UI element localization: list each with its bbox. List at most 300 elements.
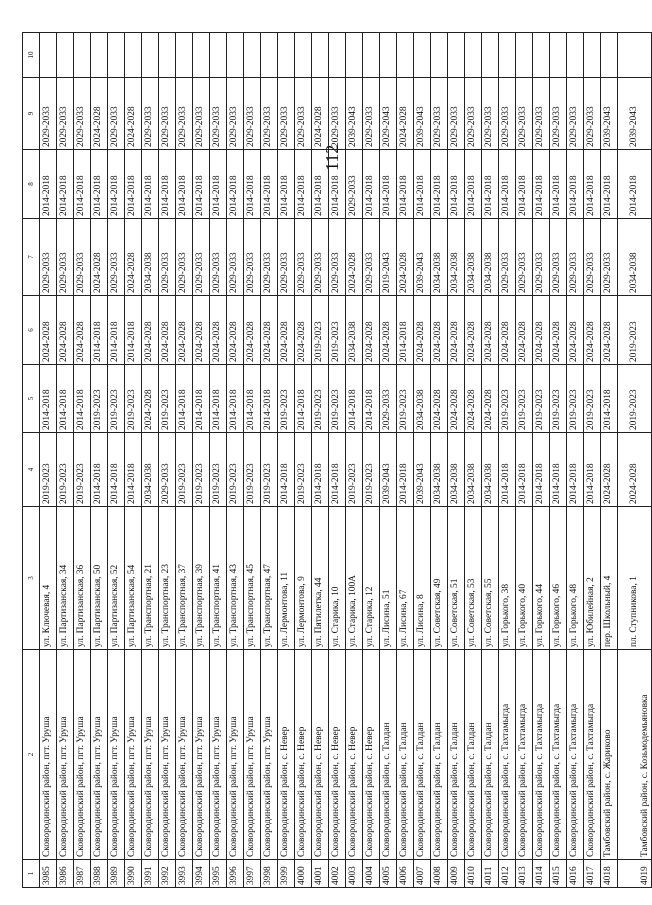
table-cell: ул. Юбилейная, 2: [584, 507, 601, 650]
table-cell: 2014-2018: [363, 150, 380, 219]
table-cell: 2029-2033: [431, 78, 448, 150]
table-cell: [125, 33, 142, 78]
table-cell: 2029-2033: [567, 78, 584, 150]
table-cell: Сковородинский район, с. Тахтамыгда: [550, 650, 567, 860]
table-cell: 2019-2023: [74, 433, 91, 507]
table-cell: 2024-2028: [414, 296, 431, 365]
table-cell: 2019-2023: [584, 365, 601, 433]
table-cell: 2024-2028: [516, 296, 533, 365]
table-cell: 2014-2018: [380, 150, 397, 219]
table-cell: ул. Транспортная, 41: [210, 507, 227, 650]
table-cell: 2014-2018: [295, 365, 312, 433]
table-cell: 2014-2018: [550, 150, 567, 219]
table-row: [261, 33, 278, 888]
table-cell: 2024-2028: [312, 78, 329, 150]
table-cell: 4010: [465, 860, 482, 888]
table-cell: 2024-2028: [176, 296, 193, 365]
table-cell: 2029-2033: [40, 78, 57, 150]
table-cell: 2034-2038: [142, 219, 159, 296]
table-cell: 2024-2028: [295, 296, 312, 365]
table-cell: 2024-2028: [397, 219, 414, 296]
table-cell: 2014-2018: [312, 433, 329, 507]
table-cell: 3998: [261, 860, 278, 888]
table-cell: 2034-2038: [431, 433, 448, 507]
table-cell: 2024-2028: [380, 296, 397, 365]
table-cell: 2024-2028: [346, 219, 363, 296]
table-cell: 2014-2018: [601, 365, 618, 433]
table-cell: 2029-2033: [584, 78, 601, 150]
table-cell: 2019-2023: [516, 365, 533, 433]
table-cell: 2014-2018: [499, 433, 516, 507]
table-cell: [465, 33, 482, 78]
table-cell: 2029-2033: [40, 219, 57, 296]
table-cell: 2029-2033: [482, 78, 499, 150]
table-cell: [329, 33, 346, 78]
table-cell: 2019-2023: [57, 433, 74, 507]
table-cell: 2034-2038: [431, 219, 448, 296]
table-cell: [278, 33, 295, 78]
table-cell: 4018: [601, 860, 618, 888]
table-cell: 2014-2018: [567, 150, 584, 219]
table-cell: Сковородинский район, с. Талдан: [431, 650, 448, 860]
table-cell: Сковородинский район, пгт. Уруша: [227, 650, 244, 860]
column-header: 7: [23, 219, 40, 296]
table-cell: 2034-2038: [482, 433, 499, 507]
table-row: [567, 33, 584, 888]
table-cell: 2014-2018: [176, 150, 193, 219]
table-cell: 2014-2018: [91, 150, 108, 219]
table-row: [278, 33, 295, 888]
table-cell: Сковородинский район, с. Тахтамыгда: [499, 650, 516, 860]
table-cell: ул. Лисина, 67: [397, 507, 414, 650]
table-row: [465, 33, 482, 888]
table-cell: 2014-2018: [108, 150, 125, 219]
table-cell: Сковородинский район, пгт. Уруша: [210, 650, 227, 860]
table-cell: [74, 33, 91, 78]
table-row: [346, 33, 363, 888]
table-cell: 4011: [482, 860, 499, 888]
table-cell: [414, 33, 431, 78]
table-cell: 2014-2018: [312, 150, 329, 219]
table-row: [380, 33, 397, 888]
table-cell: Сковородинский район, с. Тахтамыгда: [584, 650, 601, 860]
table-cell: 4005: [380, 860, 397, 888]
table-row: [227, 33, 244, 888]
table-cell: Тамбовский район, с. Козьмодемьяновка: [618, 650, 652, 860]
table-cell: 2014-2018: [176, 365, 193, 433]
table-cell: 2034-2038: [618, 219, 652, 296]
table-cell: 2014-2018: [40, 365, 57, 433]
table-cell: 2019-2023: [397, 365, 414, 433]
table-cell: Сковородинский район, пгт. Уруша: [125, 650, 142, 860]
table-cell: 2014-2018: [618, 150, 652, 219]
table-cell: 2019-2023: [550, 365, 567, 433]
table-row: [516, 33, 533, 888]
table-cell: Сковородинский район, с. Тахтамыгда: [533, 650, 550, 860]
table-row: [40, 33, 57, 888]
table-cell: [91, 33, 108, 78]
table-cell: 2014-2018: [278, 433, 295, 507]
table-cell: Сковородинский район, с. Невер: [312, 650, 329, 860]
table-cell: 3989: [108, 860, 125, 888]
table-cell: 4017: [584, 860, 601, 888]
table-cell: Сковородинский район, с. Невер: [346, 650, 363, 860]
table-cell: ул. Транспортная, 47: [261, 507, 278, 650]
table-cell: ул. Горького, 38: [499, 507, 516, 650]
table-cell: 4000: [295, 860, 312, 888]
table-cell: 2024-2028: [74, 296, 91, 365]
table-cell: 2029-2033: [261, 219, 278, 296]
table-cell: 2029-2033: [227, 78, 244, 150]
table-cell: 2029-2033: [261, 78, 278, 150]
table-cell: 2014-2018: [533, 433, 550, 507]
table-cell: 2019-2023: [329, 365, 346, 433]
table-cell: 2019-2023: [40, 433, 57, 507]
table-cell: 2029-2033: [193, 78, 210, 150]
table-cell: пер. Школьный, 4: [601, 507, 618, 650]
table-cell: 2029-2033: [193, 219, 210, 296]
column-header: 10: [23, 33, 40, 78]
table-cell: 3997: [244, 860, 261, 888]
table-cell: 2014-2018: [227, 150, 244, 219]
table-cell: 2024-2028: [91, 219, 108, 296]
table-cell: 2014-2018: [159, 150, 176, 219]
table-cell: Сковородинский район, с. Невер: [363, 650, 380, 860]
table-cell: 2014-2018: [363, 365, 380, 433]
table-row: [482, 33, 499, 888]
table-cell: 4006: [397, 860, 414, 888]
table-cell: [57, 33, 74, 78]
table-cell: 2019-2023: [244, 433, 261, 507]
table-cell: 2014-2018: [261, 365, 278, 433]
table-cell: 2039-2043: [601, 78, 618, 150]
table-cell: [295, 33, 312, 78]
table-cell: Сковородинский район, пгт. Уруша: [57, 650, 74, 860]
table-row: [159, 33, 176, 888]
table-cell: 2019-2023: [159, 365, 176, 433]
table-cell: 2029-2033: [346, 150, 363, 219]
table-cell: 2024-2028: [499, 296, 516, 365]
table-cell: 2024-2028: [125, 78, 142, 150]
table-cell: Сковородинский район, с. Талдан: [482, 650, 499, 860]
table-cell: Сковородинский район, пгт. Уруша: [176, 650, 193, 860]
table-cell: [482, 33, 499, 78]
table-cell: 2029-2033: [295, 78, 312, 150]
table-cell: 4008: [431, 860, 448, 888]
table-cell: Сковородинский район, пгт. Уруша: [244, 650, 261, 860]
table-cell: 2014-2018: [125, 296, 142, 365]
table-cell: 2014-2018: [125, 150, 142, 219]
table-cell: Сковородинский район, с. Невер: [295, 650, 312, 860]
table-cell: 2024-2028: [601, 296, 618, 365]
table-row: [125, 33, 142, 888]
table-cell: 2034-2038: [465, 433, 482, 507]
table-cell: 2019-2023: [176, 433, 193, 507]
table-cell: 2029-2033: [108, 219, 125, 296]
table-cell: 2024-2028: [261, 296, 278, 365]
table-cell: [397, 33, 414, 78]
table-row: [414, 33, 431, 888]
table-cell: 2029-2033: [159, 78, 176, 150]
table-cell: 2034-2038: [448, 433, 465, 507]
table-cell: 2029-2043: [380, 78, 397, 150]
table-cell: ул. Транспортная, 43: [227, 507, 244, 650]
table-cell: 4013: [516, 860, 533, 888]
table-cell: 2014-2018: [499, 150, 516, 219]
table-cell: 2014-2018: [244, 150, 261, 219]
table-cell: 2024-2028: [40, 296, 57, 365]
table-cell: 2014-2018: [516, 433, 533, 507]
table-cell: 2029-2033: [108, 78, 125, 150]
table-cell: 2014-2018: [448, 150, 465, 219]
table-cell: 2034-2038: [346, 296, 363, 365]
table-row: [193, 33, 210, 888]
table-cell: [431, 33, 448, 78]
table-cell: 2019-2023: [227, 433, 244, 507]
table-cell: 2014-2018: [125, 433, 142, 507]
column-header: 1: [23, 860, 40, 888]
table-cell: 4004: [363, 860, 380, 888]
table-row: [431, 33, 448, 888]
table-cell: 2014-2018: [108, 433, 125, 507]
column-header: 5: [23, 365, 40, 433]
table-cell: 2029-2033: [210, 219, 227, 296]
table-cell: 2029-2033: [295, 219, 312, 296]
table-cell: ул. Транспортная, 39: [193, 507, 210, 650]
table-cell: ул. Лисина, 8: [414, 507, 431, 650]
table-cell: 2029-2033: [176, 78, 193, 150]
table-cell: [261, 33, 278, 78]
table-row: [618, 33, 652, 888]
table-cell: 2034-2038: [465, 219, 482, 296]
table-cell: 2029-2033: [516, 219, 533, 296]
table-cell: 2019-2023: [125, 365, 142, 433]
table-cell: [618, 33, 652, 78]
table-cell: 2014-2018: [601, 150, 618, 219]
table-cell: [176, 33, 193, 78]
table-cell: 2024-2028: [567, 296, 584, 365]
table-cell: ул. Старика, 10: [329, 507, 346, 650]
table-cell: 2019-2023: [363, 433, 380, 507]
table-cell: 4016: [567, 860, 584, 888]
table-cell: Тамбовский район, с. Жариково: [601, 650, 618, 860]
table-cell: 2019-2023: [499, 365, 516, 433]
table-row: [74, 33, 91, 888]
table-cell: 2029-2033: [533, 78, 550, 150]
table-cell: ул. Партизанская, 34: [57, 507, 74, 650]
table-row: [108, 33, 125, 888]
table-cell: 3991: [142, 860, 159, 888]
table-row: [312, 33, 329, 888]
table-cell: 4003: [346, 860, 363, 888]
table-cell: ул. Транспортная, 23: [159, 507, 176, 650]
table-cell: ул. Пятилетка, 44: [312, 507, 329, 650]
table-cell: 2014-2018: [278, 150, 295, 219]
table-cell: 2039-2043: [346, 78, 363, 150]
table-cell: 2039-2043: [414, 78, 431, 150]
table-cell: 2024-2028: [244, 296, 261, 365]
table-cell: 2029-2033: [159, 433, 176, 507]
table-cell: [380, 33, 397, 78]
table-cell: 2019-2023: [618, 296, 652, 365]
table-cell: 2029-2033: [244, 219, 261, 296]
rotated-table-container: [22, 33, 651, 888]
table-cell: 2014-2018: [244, 365, 261, 433]
table-cell: 2014-2018: [108, 296, 125, 365]
table-cell: 2014-2018: [397, 433, 414, 507]
housing-schedule-table: [22, 32, 652, 888]
table-cell: Сковородинский район, пгт. Уруша: [40, 650, 57, 860]
table-cell: 3992: [159, 860, 176, 888]
table-cell: 2024-2028: [601, 433, 618, 507]
table-row: [584, 33, 601, 888]
table-cell: [567, 33, 584, 78]
table-cell: 2014-2018: [329, 150, 346, 219]
table-cell: 2034-2038: [448, 219, 465, 296]
table-row: [499, 33, 516, 888]
table-cell: Сковородинский район, пгт. Уруша: [159, 650, 176, 860]
table-cell: 2019-2023: [278, 365, 295, 433]
table-cell: 3995: [210, 860, 227, 888]
table-cell: 2014-2018: [295, 150, 312, 219]
column-header: 2: [23, 650, 40, 860]
table-cell: [193, 33, 210, 78]
table-cell: 3986: [57, 860, 74, 888]
table-cell: 2029-2033: [278, 219, 295, 296]
table-cell: 2014-2018: [193, 365, 210, 433]
page-number: 112: [322, 144, 342, 171]
table-cell: Сковородинский район, пгт. Уруша: [193, 650, 210, 860]
table-row: [295, 33, 312, 888]
table-cell: 2019-2023: [193, 433, 210, 507]
table-cell: ул. Советская, 53: [465, 507, 482, 650]
table-row: [91, 33, 108, 888]
table-cell: ул. Лисина, 51: [380, 507, 397, 650]
table-cell: 2014-2018: [482, 150, 499, 219]
table-body: [40, 33, 652, 888]
table-cell: 2014-2018: [329, 433, 346, 507]
table-cell: 2024-2028: [465, 296, 482, 365]
table-cell: [142, 33, 159, 78]
table-cell: 2014-2018: [91, 433, 108, 507]
table-cell: 4009: [448, 860, 465, 888]
column-header: 6: [23, 296, 40, 365]
table-cell: 2019-2023: [346, 433, 363, 507]
table-cell: 2024-2028: [91, 78, 108, 150]
table-cell: 2029-2033: [278, 78, 295, 150]
table-cell: 2029-2033: [533, 219, 550, 296]
table-cell: [363, 33, 380, 78]
table-cell: 2029-2033: [312, 219, 329, 296]
table-cell: ул. Партизанская, 54: [125, 507, 142, 650]
table-row: [448, 33, 465, 888]
table-cell: 3996: [227, 860, 244, 888]
table-cell: [550, 33, 567, 78]
table-cell: ул. Лермонтова, 11: [278, 507, 295, 650]
table-cell: ул. Советская, 51: [448, 507, 465, 650]
table-cell: 2019-2023: [108, 365, 125, 433]
table-cell: 3985: [40, 860, 57, 888]
table-cell: ул. Транспортная, 21: [142, 507, 159, 650]
table-row: [533, 33, 550, 888]
table-cell: 2024-2028: [159, 296, 176, 365]
table-cell: 2029-2033: [516, 78, 533, 150]
table-cell: ул. Старика, 100А: [346, 507, 363, 650]
table-cell: ул. Партизанская, 36: [74, 507, 91, 650]
table-cell: 4007: [414, 860, 431, 888]
table-cell: 2014-2018: [346, 365, 363, 433]
table-cell: 4012: [499, 860, 516, 888]
table-cell: [448, 33, 465, 78]
table-cell: 2039-2043: [414, 433, 431, 507]
table-cell: Сковородинский район, с. Тахтамыгда: [516, 650, 533, 860]
table-cell: Сковородинский район, с. Талдан: [397, 650, 414, 860]
table-cell: 2014-2018: [142, 150, 159, 219]
table-cell: 2029-2033: [499, 78, 516, 150]
table-cell: 2034-2038: [482, 219, 499, 296]
table-cell: Сковородинский район, пгт. Уруша: [108, 650, 125, 860]
table-cell: 4019: [618, 860, 652, 888]
table-cell: 2024-2028: [57, 296, 74, 365]
table-cell: 2024-2028: [193, 296, 210, 365]
table-cell: 2029-2033: [57, 219, 74, 296]
table-cell: 4015: [550, 860, 567, 888]
table-cell: Сковородинский район, с. Тахтамыгда: [567, 650, 584, 860]
table-cell: 2014-2018: [584, 433, 601, 507]
table-cell: 2014-2018: [567, 433, 584, 507]
table-cell: Сковородинский район, пгт. Уруша: [142, 650, 159, 860]
table-cell: Сковородинский район, пгт. Уруша: [74, 650, 91, 860]
table-cell: 2019-2043: [380, 219, 397, 296]
table-row: [210, 33, 227, 888]
table-cell: 2029-2033: [159, 219, 176, 296]
table-cell: 2029-2033: [142, 78, 159, 150]
table-cell: Сковородинский район, с. Талдан: [465, 650, 482, 860]
table-cell: 2014-2018: [57, 150, 74, 219]
table-cell: 2029-2033: [227, 219, 244, 296]
table-cell: 2029-2033: [74, 219, 91, 296]
table-cell: 2029-2033: [329, 219, 346, 296]
table-cell: 2024-2028: [482, 365, 499, 433]
table-cell: 2019-2023: [295, 433, 312, 507]
table-cell: ул. Горького, 46: [550, 507, 567, 650]
table-cell: ул. Горького, 40: [516, 507, 533, 650]
table-cell: 2014-2018: [414, 150, 431, 219]
table-cell: 2029-2033: [176, 219, 193, 296]
column-header: 3: [23, 507, 40, 650]
table-cell: ул. Советская, 55: [482, 507, 499, 650]
table-cell: 2029-2033: [363, 78, 380, 150]
table-cell: 2039-2043: [618, 78, 652, 150]
table-cell: 2014-2018: [74, 365, 91, 433]
table-cell: 3999: [278, 860, 295, 888]
table-cell: 2019-2023: [567, 365, 584, 433]
table-cell: 2029-2033: [465, 78, 482, 150]
table-cell: [40, 33, 57, 78]
table-cell: 2029-2033: [363, 219, 380, 296]
table-cell: 2014-2018: [550, 433, 567, 507]
table-cell: 2014-2018: [465, 150, 482, 219]
table-cell: 2014-2018: [533, 150, 550, 219]
table-cell: 2019-2023: [210, 433, 227, 507]
table-cell: ул. Партизанская, 52: [108, 507, 125, 650]
table-cell: 2024-2028: [431, 365, 448, 433]
table-cell: [227, 33, 244, 78]
table-row: [550, 33, 567, 888]
table-cell: 2014-2018: [397, 150, 414, 219]
table-cell: 2029-2033: [380, 365, 397, 433]
table-cell: 4002: [329, 860, 346, 888]
